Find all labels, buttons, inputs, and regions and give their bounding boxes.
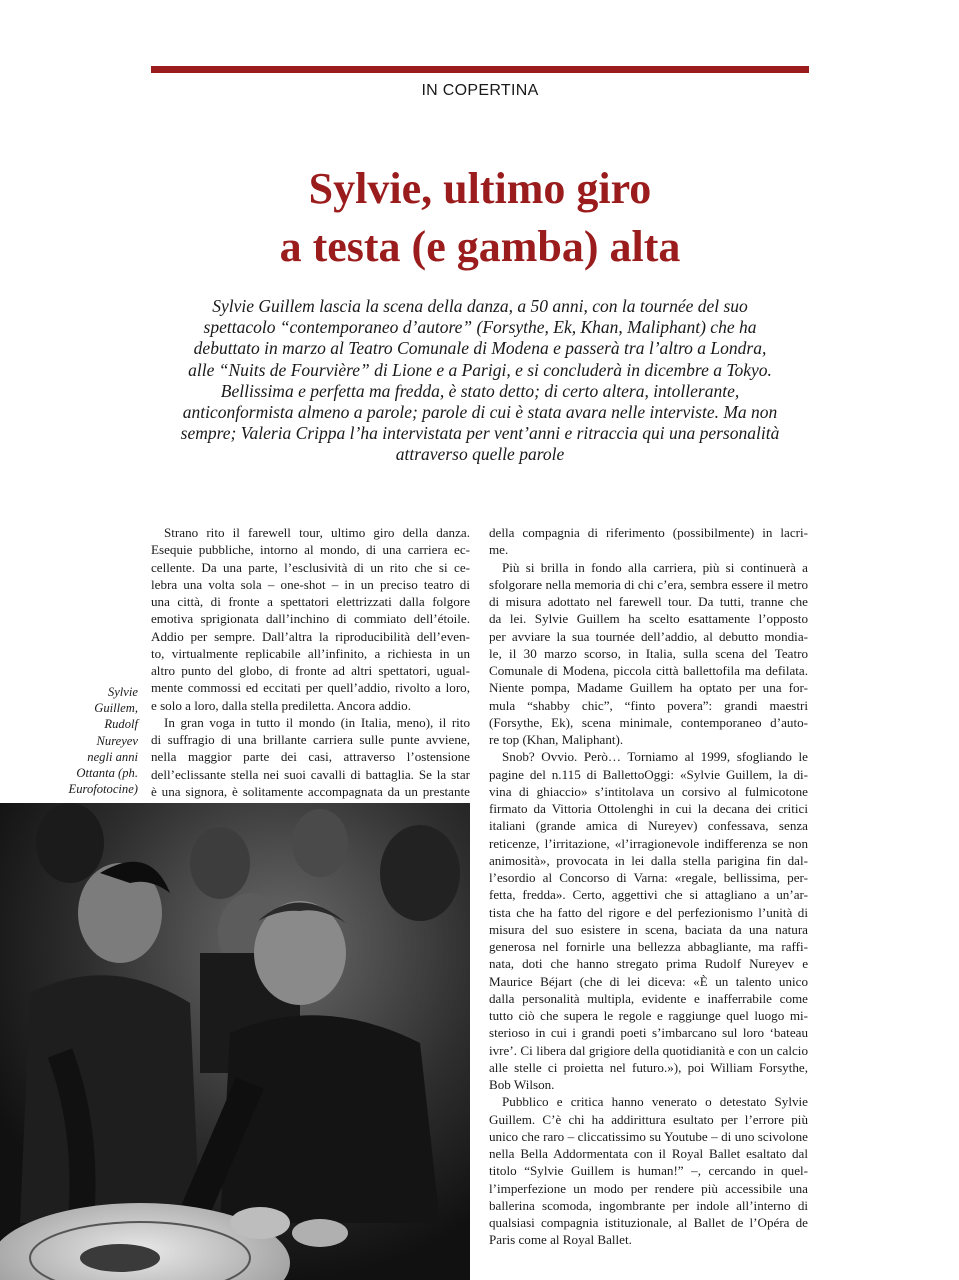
photo-image	[0, 803, 470, 1280]
standfirst-line: attraverso quelle parole	[395, 444, 565, 465]
article-line: emotiva sprigionata dall’inchino di commiato dell’étoile.	[151, 611, 470, 627]
article-paragraph	[151, 714, 470, 818]
article-line: firmato da Vittoria Ottolenghi in cui la decana dei critici	[489, 801, 808, 816]
article-line: l’imperfezione un modo per rendere più accessibile una	[489, 1180, 808, 1196]
article-paragraph	[151, 524, 470, 714]
article-line: alle stelle ci proietta nel futuro.»), poi William Forsythe,	[489, 1059, 808, 1075]
article-paragraph	[489, 524, 808, 559]
article-line: mula “shabby chic”, “finto povera”: grandi maestri	[489, 697, 808, 713]
standfirst-line: Sylvie Guillem lascia la scena della danza, a 50 anni, con la tournée del suo	[212, 296, 748, 316]
article-line: fetta, fredda». Certo, aggettivi che si attagliano a un’ar-	[489, 887, 808, 903]
caption-line: Nureyev	[96, 733, 138, 748]
article-line: altro punto del globo, di fronte ad altri spettatori, ugual-	[151, 663, 470, 678]
headline	[60, 160, 900, 276]
article-paragraph	[489, 1093, 808, 1248]
article-line: sterioso in cui i grandi poeti s’imbarcano sul loro ‘bateau	[489, 1025, 808, 1041]
article-column-1	[151, 524, 470, 817]
article-line: Guillem. C’è chi ha addirittura esultato per l’errore più	[489, 1111, 808, 1127]
article-paragraph	[489, 748, 808, 1093]
standfirst-line: alle “Nuits de Fourvière” di Lione e a Parigi, e si concluderà in dicembre a Tokyo.	[188, 359, 772, 380]
article-line: pagine del n.115 di BallettoOggi: «Sylvie Guillem, la di-	[489, 766, 808, 782]
article-line: Pubblico e critica hanno venerato o detestato Sylvie	[502, 1094, 808, 1110]
caption-line: Eurofotocine)	[68, 782, 138, 797]
article-line: e solo a loro, dalla stella prediletta. Ancora addio.	[151, 697, 411, 713]
article-line: me.	[489, 542, 509, 558]
article-paragraph	[489, 559, 808, 749]
article-line: reticenze, l’irritazione, «l’irragionevole indifferenza se non	[489, 835, 808, 851]
article-line: nella Bella Addormentata con il Royal Ballet esaltato dal	[489, 1146, 808, 1161]
article-line: mente commossi ed eccitati per quell’addio, rivolto a loro,	[151, 680, 470, 696]
article-line: Snob? Ovvio. Però… Torniamo al 1999, sfogliando le	[502, 749, 808, 765]
article-line: lebra una volta sola – one-shot – in un preciso teatro di	[151, 576, 470, 592]
article-line: italiani (grande amica di Nureyev) confessava, senza	[489, 818, 808, 834]
article-line: per avviare la sua tournée dell’addio, al debutto mondia-	[489, 628, 808, 644]
article-line: unico che raro – cliccatissimo su Youtube – di uno scivolone	[489, 1128, 808, 1144]
article-line: della compagnia di riferimento (possibilmente) in lacri-	[489, 525, 808, 540]
standfirst-line: Bellissima e perfetta ma fredda, è stato detto; di certo altera, intollerante,	[220, 380, 740, 401]
article-line: dell’eclissante stella nei suoi cavalli di battaglia. Se la star	[151, 766, 470, 782]
headline-line: Sylvie, ultimo giro	[308, 164, 652, 213]
photo-caption	[30, 684, 138, 797]
article-line: qualsiasi compagnia istituzionale, al Ballet de l’Opéra de	[489, 1215, 808, 1230]
article-line: vina di ghiaccio» s’intitolava un corsivo al fulmicotone	[489, 783, 808, 799]
article-line: Comunale di Modena, piccola città ballettofila ma defilata.	[489, 663, 808, 678]
article-line: generosa nel fornirle una bellezza abbagliante, ma raffi-	[489, 939, 808, 954]
caption-line: Sylvie	[107, 685, 138, 699]
article-line: to, virtualmente replicabile all’infinito, a richiesta in un	[151, 645, 470, 661]
article-line: cellente. Da una parte, l’esclusività di un rito che si ce-	[151, 559, 470, 575]
article-line: Addio per sempre. Dall’altra la riproducibilità dell’even-	[151, 628, 470, 644]
article-line: Niente pompa, Madame Guillem ha optato per una for-	[489, 680, 808, 696]
article-line: Strano rito il farewell tour, ultimo giro della danza.	[164, 525, 470, 540]
article-line: ivre’. Ci libera dal grigiore della quotidianità e con un calcio	[489, 1042, 808, 1058]
article-line: tista che ha fatto del rigore e del perfezionismo l’unità di	[489, 904, 808, 920]
article-line: In gran voga in tutto il mondo (in Italia, meno), il rito	[164, 714, 470, 730]
article-line: dalla personalità multipla, evidente e inafferrabile come	[489, 990, 808, 1006]
standfirst-line: sempre; Valeria Crippa l’ha intervistata per vent’anni e ritraccia qui una personalità	[180, 423, 780, 444]
article-line: le, il 30 marzo scorso, in Italia, sulla scena del Teatro	[489, 645, 808, 661]
standfirst	[130, 296, 830, 466]
top-rule	[151, 66, 809, 73]
article-line: Paris come al Royal Ballet.	[489, 1232, 632, 1248]
article-line: Più si brilla in fondo alla carriera, più si continuerà a	[502, 559, 808, 575]
standfirst-line: spettacolo “contemporaneo d’autore” (Forsythe, Ek, Khan, Maliphant) che ha	[203, 317, 757, 338]
section-label: IN COPERTINA	[421, 82, 539, 99]
caption-line: negli anni	[87, 749, 138, 764]
caption-line: Rudolf	[104, 717, 138, 732]
article-line: tutto ciò che supera le regole e raggiunge quel luogo mi-	[489, 1008, 808, 1023]
article-line: Esequie pubbliche, intorno al mondo, di una carriera ec-	[151, 542, 470, 558]
article-line: misura del suo esistere in scena, baciata da una natura	[489, 921, 808, 937]
article-line: da lei. Sylvie Guillem ha scelto esattamente l’opposto	[489, 611, 808, 627]
photo-guillem-nureyev	[0, 803, 470, 1280]
article-line: Bob Wilson.	[489, 1077, 555, 1092]
article-line: (Forsythe, Ek), scena minimale, contemporaneo d’auto-	[489, 714, 808, 730]
article-line: ballerina scomoda, ingombrante per indole all’interno di	[489, 1197, 808, 1213]
article-line: re top (Khan, Maliphant).	[489, 732, 624, 747]
article-line: Maurice Béjart (che di lei diceva: «È un talento unico	[489, 973, 808, 989]
article-line: l’esordio al Concorso di Varna: «regale, bellissima, per-	[489, 870, 808, 885]
article-line: animosità», provocata in lei dalla stella parigina fin dal-	[489, 852, 808, 868]
article-line: di misura adottato nel farewell tour. Da tutti, tranne che	[489, 594, 808, 609]
standfirst-line: anticonformista almeno a parole; parole di cui è stata avara nelle interviste. Ma non	[182, 402, 778, 423]
article-line: di suffragio di una brillante carriera sulle punte avviene,	[151, 732, 470, 747]
article-line: sfolgorare nella memoria di chi c’era, sembra essere il metro	[489, 576, 808, 592]
article-line: titolo “Sylvie Guillem is human!” –, cercando in quel-	[489, 1163, 808, 1179]
caption-line: Guillem,	[94, 701, 138, 716]
article-line: nata, doti che hanno stregato prima Rudolf Nureyev e	[489, 956, 808, 972]
article-line: nella maggior parte dei casi, attraverso l’ostensione	[151, 749, 470, 765]
headline-line: a testa (e gamba) alta	[279, 222, 681, 271]
article-line: una città, di fronte a spettatori elettrizzati dalla folgore	[151, 594, 470, 609]
caption-line: Ottanta (ph.	[76, 766, 138, 781]
standfirst-line: debuttato in marzo al Teatro Comunale di Modena e passerà tra l’altro a Londra,	[193, 338, 767, 359]
article-column-2	[489, 524, 808, 1249]
article-line: è una signora, è solitamente accompagnata da un prestante	[151, 783, 470, 799]
